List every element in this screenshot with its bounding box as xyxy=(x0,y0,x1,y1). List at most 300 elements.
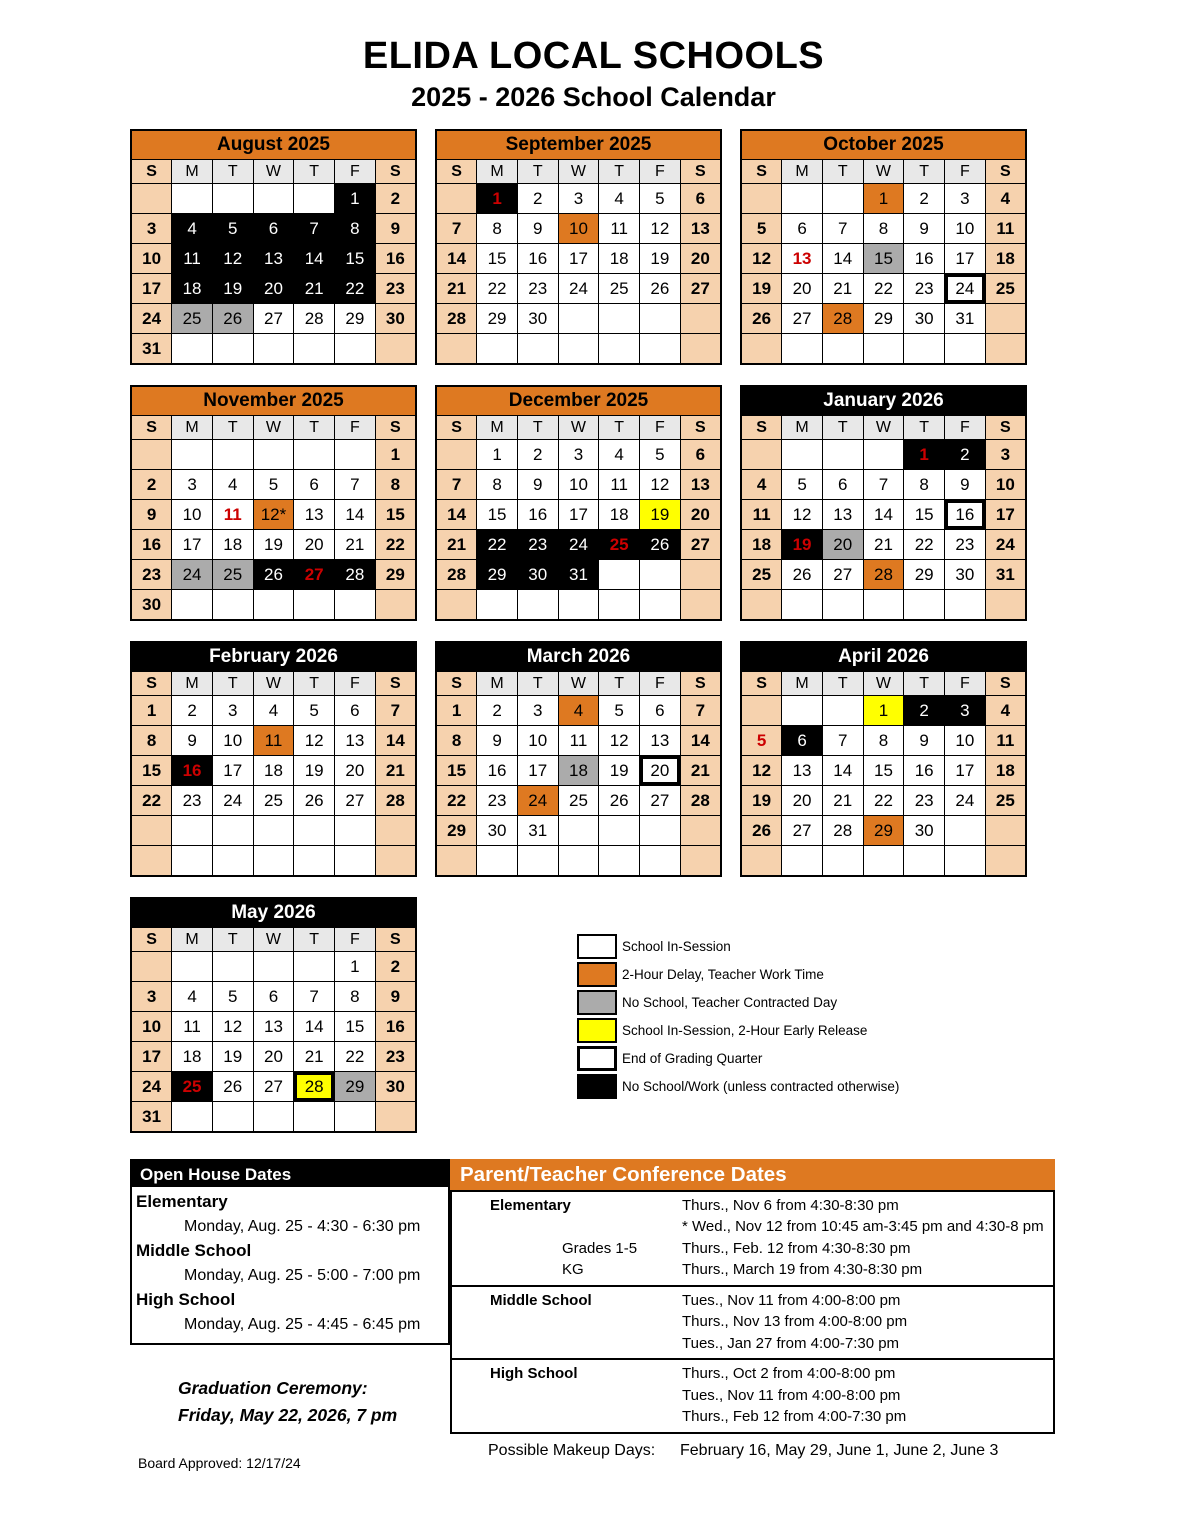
eoq-swatch-icon xyxy=(577,1046,617,1071)
day-cell: 18 xyxy=(985,756,1026,786)
day-cell: 4 xyxy=(599,440,640,470)
day-cell: 2 xyxy=(172,696,213,726)
day-cell: 24 xyxy=(558,274,599,304)
month-title: April 2026 xyxy=(741,642,1026,672)
day-cell: 20 xyxy=(680,500,721,530)
day-cell: 1 xyxy=(335,184,376,214)
day-cell: 19 xyxy=(640,244,681,274)
day-cell xyxy=(945,590,986,620)
day-cell: 1 xyxy=(863,184,904,214)
day-of-week-header: S xyxy=(741,672,782,696)
day-of-week-header: W xyxy=(253,416,294,440)
day-cell xyxy=(253,816,294,846)
page-header xyxy=(0,0,1187,113)
day-cell: 7 xyxy=(436,470,477,500)
day-cell: 12 xyxy=(212,1012,253,1042)
day-cell xyxy=(640,816,681,846)
day-cell: 12* xyxy=(253,500,294,530)
day-cell: 22 xyxy=(131,786,172,816)
day-cell: 2 xyxy=(517,440,558,470)
day-cell: 13 xyxy=(782,756,823,786)
day-of-week-header: S xyxy=(375,928,416,952)
day-cell: 8 xyxy=(904,470,945,500)
day-cell: 14 xyxy=(436,244,477,274)
day-of-week-header: W xyxy=(558,416,599,440)
day-cell: 23 xyxy=(517,274,558,304)
open-house-school: Middle School xyxy=(136,1240,252,1260)
day-cell: 24 xyxy=(558,530,599,560)
day-cell: 21 xyxy=(294,1042,335,1072)
day-cell: 18 xyxy=(212,530,253,560)
day-of-week-header: S xyxy=(680,416,721,440)
day-of-week-header: S xyxy=(131,160,172,184)
day-cell: 19 xyxy=(253,530,294,560)
day-cell xyxy=(335,1102,376,1132)
day-cell: 7 xyxy=(335,470,376,500)
legend xyxy=(577,933,899,1101)
day-cell: 28 xyxy=(863,560,904,590)
day-cell xyxy=(517,590,558,620)
day-cell: 1 xyxy=(863,696,904,726)
off-swatch-icon xyxy=(577,1074,617,1099)
day-cell: 30 xyxy=(477,816,518,846)
day-cell: 13 xyxy=(253,1012,294,1042)
day-cell: 27 xyxy=(335,786,376,816)
day-cell: 13 xyxy=(294,500,335,530)
day-cell: 25 xyxy=(599,530,640,560)
day-cell: 5 xyxy=(212,214,253,244)
day-cell: 14 xyxy=(375,726,416,756)
day-cell xyxy=(212,590,253,620)
day-of-week-header: F xyxy=(640,672,681,696)
day-cell: 26 xyxy=(640,530,681,560)
day-cell: 16 xyxy=(904,756,945,786)
day-of-week-header: W xyxy=(863,416,904,440)
conference-row xyxy=(452,1311,1053,1333)
day-cell: 25 xyxy=(558,786,599,816)
day-cell: 16 xyxy=(172,756,213,786)
day-of-week-header: T xyxy=(599,416,640,440)
day-cell xyxy=(294,816,335,846)
open-house-school: High School xyxy=(136,1289,236,1309)
day-cell xyxy=(822,590,863,620)
day-cell xyxy=(822,184,863,214)
day-cell: 19 xyxy=(212,274,253,304)
day-cell xyxy=(741,184,782,214)
conference-time: Tues., Nov 11 from 4:00-8:00 pm xyxy=(682,1291,901,1309)
day-of-week-header: T xyxy=(294,160,335,184)
day-cell: 6 xyxy=(680,440,721,470)
day-cell: 26 xyxy=(782,560,823,590)
legend-label: 2-Hour Delay, Teacher Work Time xyxy=(622,967,824,983)
day-cell: 5 xyxy=(640,184,681,214)
day-of-week-header: T xyxy=(599,160,640,184)
day-cell: 18 xyxy=(985,244,1026,274)
day-cell: 25 xyxy=(985,274,1026,304)
day-cell xyxy=(375,1102,416,1132)
day-cell xyxy=(212,440,253,470)
day-cell: 8 xyxy=(375,470,416,500)
day-of-week-header: S xyxy=(436,416,477,440)
day-cell: 7 xyxy=(822,726,863,756)
month-title: August 2025 xyxy=(131,130,416,160)
day-cell xyxy=(517,334,558,364)
day-cell xyxy=(640,304,681,334)
legend-item xyxy=(577,1073,899,1101)
day-cell: 10 xyxy=(517,726,558,756)
day-cell xyxy=(253,184,294,214)
day-cell xyxy=(558,334,599,364)
day-of-week-header: F xyxy=(640,416,681,440)
day-of-week-header: S xyxy=(680,672,721,696)
day-cell: 13 xyxy=(782,244,823,274)
day-of-week-header: W xyxy=(558,160,599,184)
day-cell: 6 xyxy=(680,184,721,214)
day-cell: 24 xyxy=(945,274,986,304)
day-of-week-header: T xyxy=(599,672,640,696)
day-of-week-header: T xyxy=(904,416,945,440)
day-cell: 17 xyxy=(985,500,1026,530)
day-of-week-header: S xyxy=(375,416,416,440)
day-cell: 14 xyxy=(822,244,863,274)
day-cell: 4 xyxy=(985,696,1026,726)
day-cell: 8 xyxy=(477,214,518,244)
day-cell: 23 xyxy=(375,274,416,304)
day-cell: 15 xyxy=(904,500,945,530)
day-cell: 15 xyxy=(436,756,477,786)
day-cell: 4 xyxy=(741,470,782,500)
day-cell: 14 xyxy=(680,726,721,756)
day-cell: 16 xyxy=(375,244,416,274)
day-cell: 17 xyxy=(131,274,172,304)
day-of-week-header: T xyxy=(294,416,335,440)
day-cell: 1 xyxy=(335,952,376,982)
day-cell xyxy=(640,334,681,364)
day-of-week-header: F xyxy=(335,928,376,952)
day-cell: 6 xyxy=(782,214,823,244)
day-cell: 11 xyxy=(985,726,1026,756)
day-cell: 24 xyxy=(985,530,1026,560)
day-cell: 22 xyxy=(863,786,904,816)
day-of-week-header: T xyxy=(822,672,863,696)
day-cell: 20 xyxy=(782,274,823,304)
day-cell: 3 xyxy=(131,982,172,1012)
day-cell: 28 xyxy=(335,560,376,590)
day-cell xyxy=(172,334,213,364)
day-cell: 29 xyxy=(335,304,376,334)
day-cell: 17 xyxy=(517,756,558,786)
conference-time: Tues., Nov 11 from 4:00-8:00 pm xyxy=(682,1386,901,1404)
day-cell xyxy=(782,440,823,470)
day-cell: 10 xyxy=(558,470,599,500)
day-cell xyxy=(172,184,213,214)
conference-time: Thurs., March 19 from 4:30-8:30 pm xyxy=(682,1261,923,1279)
day-cell xyxy=(741,590,782,620)
day-cell xyxy=(680,560,721,590)
day-cell: 27 xyxy=(680,274,721,304)
day-cell: 30 xyxy=(375,1072,416,1102)
day-of-week-header: S xyxy=(741,160,782,184)
day-cell xyxy=(558,304,599,334)
day-cell xyxy=(131,952,172,982)
day-cell: 24 xyxy=(172,560,213,590)
day-cell: 23 xyxy=(131,560,172,590)
day-cell xyxy=(477,334,518,364)
month-title: February 2026 xyxy=(131,642,416,672)
conference-label: Middle School xyxy=(490,1291,592,1309)
day-cell: 26 xyxy=(741,304,782,334)
day-cell: 25 xyxy=(172,304,213,334)
day-cell: 28 xyxy=(294,1072,335,1102)
day-cell: 18 xyxy=(253,756,294,786)
day-of-week-header: T xyxy=(517,416,558,440)
legend-item xyxy=(577,961,899,989)
tcd-swatch-icon xyxy=(577,990,617,1015)
day-cell: 6 xyxy=(253,214,294,244)
day-cell: 3 xyxy=(558,184,599,214)
day-cell: 29 xyxy=(477,304,518,334)
makeup-days-row xyxy=(450,1442,1055,1460)
day-cell xyxy=(985,590,1026,620)
day-cell: 18 xyxy=(558,756,599,786)
day-cell: 22 xyxy=(863,274,904,304)
day-cell: 26 xyxy=(212,304,253,334)
month-title: January 2026 xyxy=(741,386,1026,416)
calendar-april-2026 xyxy=(740,641,1027,877)
day-cell: 5 xyxy=(212,982,253,1012)
day-cell: 3 xyxy=(517,696,558,726)
early-swatch-icon xyxy=(577,1018,617,1043)
day-of-week-header: S xyxy=(741,416,782,440)
day-cell xyxy=(904,590,945,620)
day-cell: 22 xyxy=(335,1042,376,1072)
day-cell: 28 xyxy=(436,560,477,590)
day-cell: 27 xyxy=(782,304,823,334)
conference-time: Thurs., Nov 13 from 4:00-8:00 pm xyxy=(682,1313,908,1331)
day-cell xyxy=(172,1102,213,1132)
day-cell: 17 xyxy=(945,244,986,274)
day-of-week-header: W xyxy=(253,672,294,696)
day-cell: 5 xyxy=(294,696,335,726)
makeup-days-label: Possible Makeup Days: xyxy=(488,1441,656,1459)
day-cell: 12 xyxy=(640,470,681,500)
day-cell: 27 xyxy=(294,560,335,590)
day-cell xyxy=(335,440,376,470)
calendar-september-2025 xyxy=(435,129,722,365)
day-of-week-header: M xyxy=(782,160,823,184)
day-cell: 12 xyxy=(741,244,782,274)
day-cell: 23 xyxy=(375,1042,416,1072)
day-cell: 27 xyxy=(782,816,823,846)
day-cell: 14 xyxy=(294,1012,335,1042)
calendar-august-2025 xyxy=(130,129,417,365)
day-cell xyxy=(822,440,863,470)
day-cell: 17 xyxy=(131,1042,172,1072)
graduation-line1: Graduation Ceremony: xyxy=(178,1377,368,1398)
day-of-week-header: T xyxy=(517,672,558,696)
day-cell xyxy=(680,334,721,364)
day-cell: 18 xyxy=(172,1042,213,1072)
day-cell xyxy=(640,590,681,620)
day-cell: 7 xyxy=(863,470,904,500)
day-cell: 15 xyxy=(477,244,518,274)
conference-label: Elementary xyxy=(490,1196,571,1214)
day-cell: 1 xyxy=(436,696,477,726)
day-cell: 5 xyxy=(599,696,640,726)
day-cell xyxy=(172,440,213,470)
day-cell xyxy=(253,334,294,364)
day-cell: 10 xyxy=(945,726,986,756)
day-cell: 27 xyxy=(640,786,681,816)
day-cell: 7 xyxy=(436,214,477,244)
day-cell xyxy=(335,590,376,620)
open-house-column xyxy=(130,1159,450,1471)
day-cell xyxy=(294,952,335,982)
day-cell xyxy=(985,816,1026,846)
day-cell: 22 xyxy=(477,530,518,560)
day-of-week-header: S xyxy=(680,160,721,184)
day-cell xyxy=(294,590,335,620)
conference-label xyxy=(452,1406,682,1428)
day-cell: 21 xyxy=(335,530,376,560)
day-cell: 4 xyxy=(985,184,1026,214)
day-cell: 17 xyxy=(212,756,253,786)
day-cell: 16 xyxy=(517,244,558,274)
day-cell xyxy=(741,696,782,726)
day-cell xyxy=(335,816,376,846)
day-cell: 16 xyxy=(904,244,945,274)
day-of-week-header: T xyxy=(822,160,863,184)
day-cell: 9 xyxy=(477,726,518,756)
day-cell xyxy=(131,846,172,876)
day-cell xyxy=(782,184,823,214)
day-cell xyxy=(375,334,416,364)
conference-row xyxy=(452,1406,1053,1428)
day-cell xyxy=(782,334,823,364)
day-cell: 21 xyxy=(822,786,863,816)
conference-time: Thurs., Nov 6 from 4:30-8:30 pm xyxy=(682,1196,899,1214)
day-cell: 15 xyxy=(477,500,518,530)
day-of-week-header: M xyxy=(172,672,213,696)
day-cell xyxy=(985,304,1026,334)
day-cell xyxy=(212,1102,253,1132)
day-cell: 9 xyxy=(904,214,945,244)
day-cell: 13 xyxy=(680,214,721,244)
day-cell: 1 xyxy=(131,696,172,726)
conference-row xyxy=(452,1363,1053,1385)
day-cell: 11 xyxy=(172,1012,213,1042)
day-cell: 27 xyxy=(680,530,721,560)
day-cell xyxy=(945,816,986,846)
day-cell: 21 xyxy=(822,274,863,304)
day-cell: 26 xyxy=(253,560,294,590)
day-cell xyxy=(375,590,416,620)
day-cell: 26 xyxy=(640,274,681,304)
month-title: October 2025 xyxy=(741,130,1026,160)
day-cell: 10 xyxy=(131,1012,172,1042)
day-cell: 23 xyxy=(945,530,986,560)
month-title: November 2025 xyxy=(131,386,416,416)
day-cell: 3 xyxy=(945,696,986,726)
day-cell: 21 xyxy=(436,274,477,304)
day-cell: 3 xyxy=(131,214,172,244)
day-of-week-header: T xyxy=(517,160,558,184)
day-cell: 26 xyxy=(599,786,640,816)
day-cell: 11 xyxy=(172,244,213,274)
graduation-ceremony xyxy=(178,1375,450,1429)
conference-header: Parent/Teacher Conference Dates xyxy=(450,1159,1055,1190)
day-cell: 1 xyxy=(477,184,518,214)
day-of-week-header: S xyxy=(436,672,477,696)
day-cell: 5 xyxy=(253,470,294,500)
day-cell: 20 xyxy=(680,244,721,274)
day-of-week-header: S xyxy=(985,160,1026,184)
day-cell: 22 xyxy=(904,530,945,560)
day-cell xyxy=(477,590,518,620)
day-cell xyxy=(131,184,172,214)
day-cell xyxy=(294,1102,335,1132)
day-cell: 30 xyxy=(375,304,416,334)
day-cell xyxy=(436,334,477,364)
day-cell: 14 xyxy=(294,244,335,274)
day-of-week-header: T xyxy=(212,416,253,440)
day-cell: 3 xyxy=(945,184,986,214)
day-cell xyxy=(985,846,1026,876)
day-cell xyxy=(131,440,172,470)
day-cell: 20 xyxy=(822,530,863,560)
day-cell: 16 xyxy=(945,500,986,530)
day-of-week-header: M xyxy=(477,416,518,440)
day-of-week-header: S xyxy=(375,160,416,184)
day-cell: 9 xyxy=(375,214,416,244)
day-cell: 31 xyxy=(131,334,172,364)
day-cell: 17 xyxy=(945,756,986,786)
day-cell: 14 xyxy=(822,756,863,786)
day-of-week-header: W xyxy=(253,160,294,184)
conference-group xyxy=(450,1287,1055,1361)
legend-item xyxy=(577,989,899,1017)
day-cell: 18 xyxy=(172,274,213,304)
legend-label: No School/Work (unless contracted otherwise) xyxy=(622,1079,900,1095)
day-cell: 30 xyxy=(517,560,558,590)
day-of-week-header: T xyxy=(212,160,253,184)
conference-group xyxy=(450,1190,1055,1287)
day-of-week-header: T xyxy=(212,928,253,952)
calendar-november-2025 xyxy=(130,385,417,621)
day-cell: 3 xyxy=(212,696,253,726)
day-cell: 6 xyxy=(640,696,681,726)
day-cell xyxy=(558,816,599,846)
day-of-week-header: S xyxy=(131,416,172,440)
day-cell: 20 xyxy=(335,756,376,786)
day-of-week-header: F xyxy=(335,416,376,440)
day-cell: 8 xyxy=(335,214,376,244)
day-cell: 19 xyxy=(640,500,681,530)
day-cell xyxy=(436,440,477,470)
day-cell: 4 xyxy=(558,696,599,726)
day-cell: 23 xyxy=(477,786,518,816)
month-title: March 2026 xyxy=(436,642,721,672)
day-cell: 6 xyxy=(253,982,294,1012)
day-of-week-header: W xyxy=(558,672,599,696)
day-cell: 14 xyxy=(436,500,477,530)
day-cell xyxy=(253,952,294,982)
day-cell: 28 xyxy=(822,816,863,846)
conference-row xyxy=(452,1259,1053,1281)
day-cell: 21 xyxy=(863,530,904,560)
day-cell xyxy=(741,440,782,470)
day-cell: 11 xyxy=(599,470,640,500)
